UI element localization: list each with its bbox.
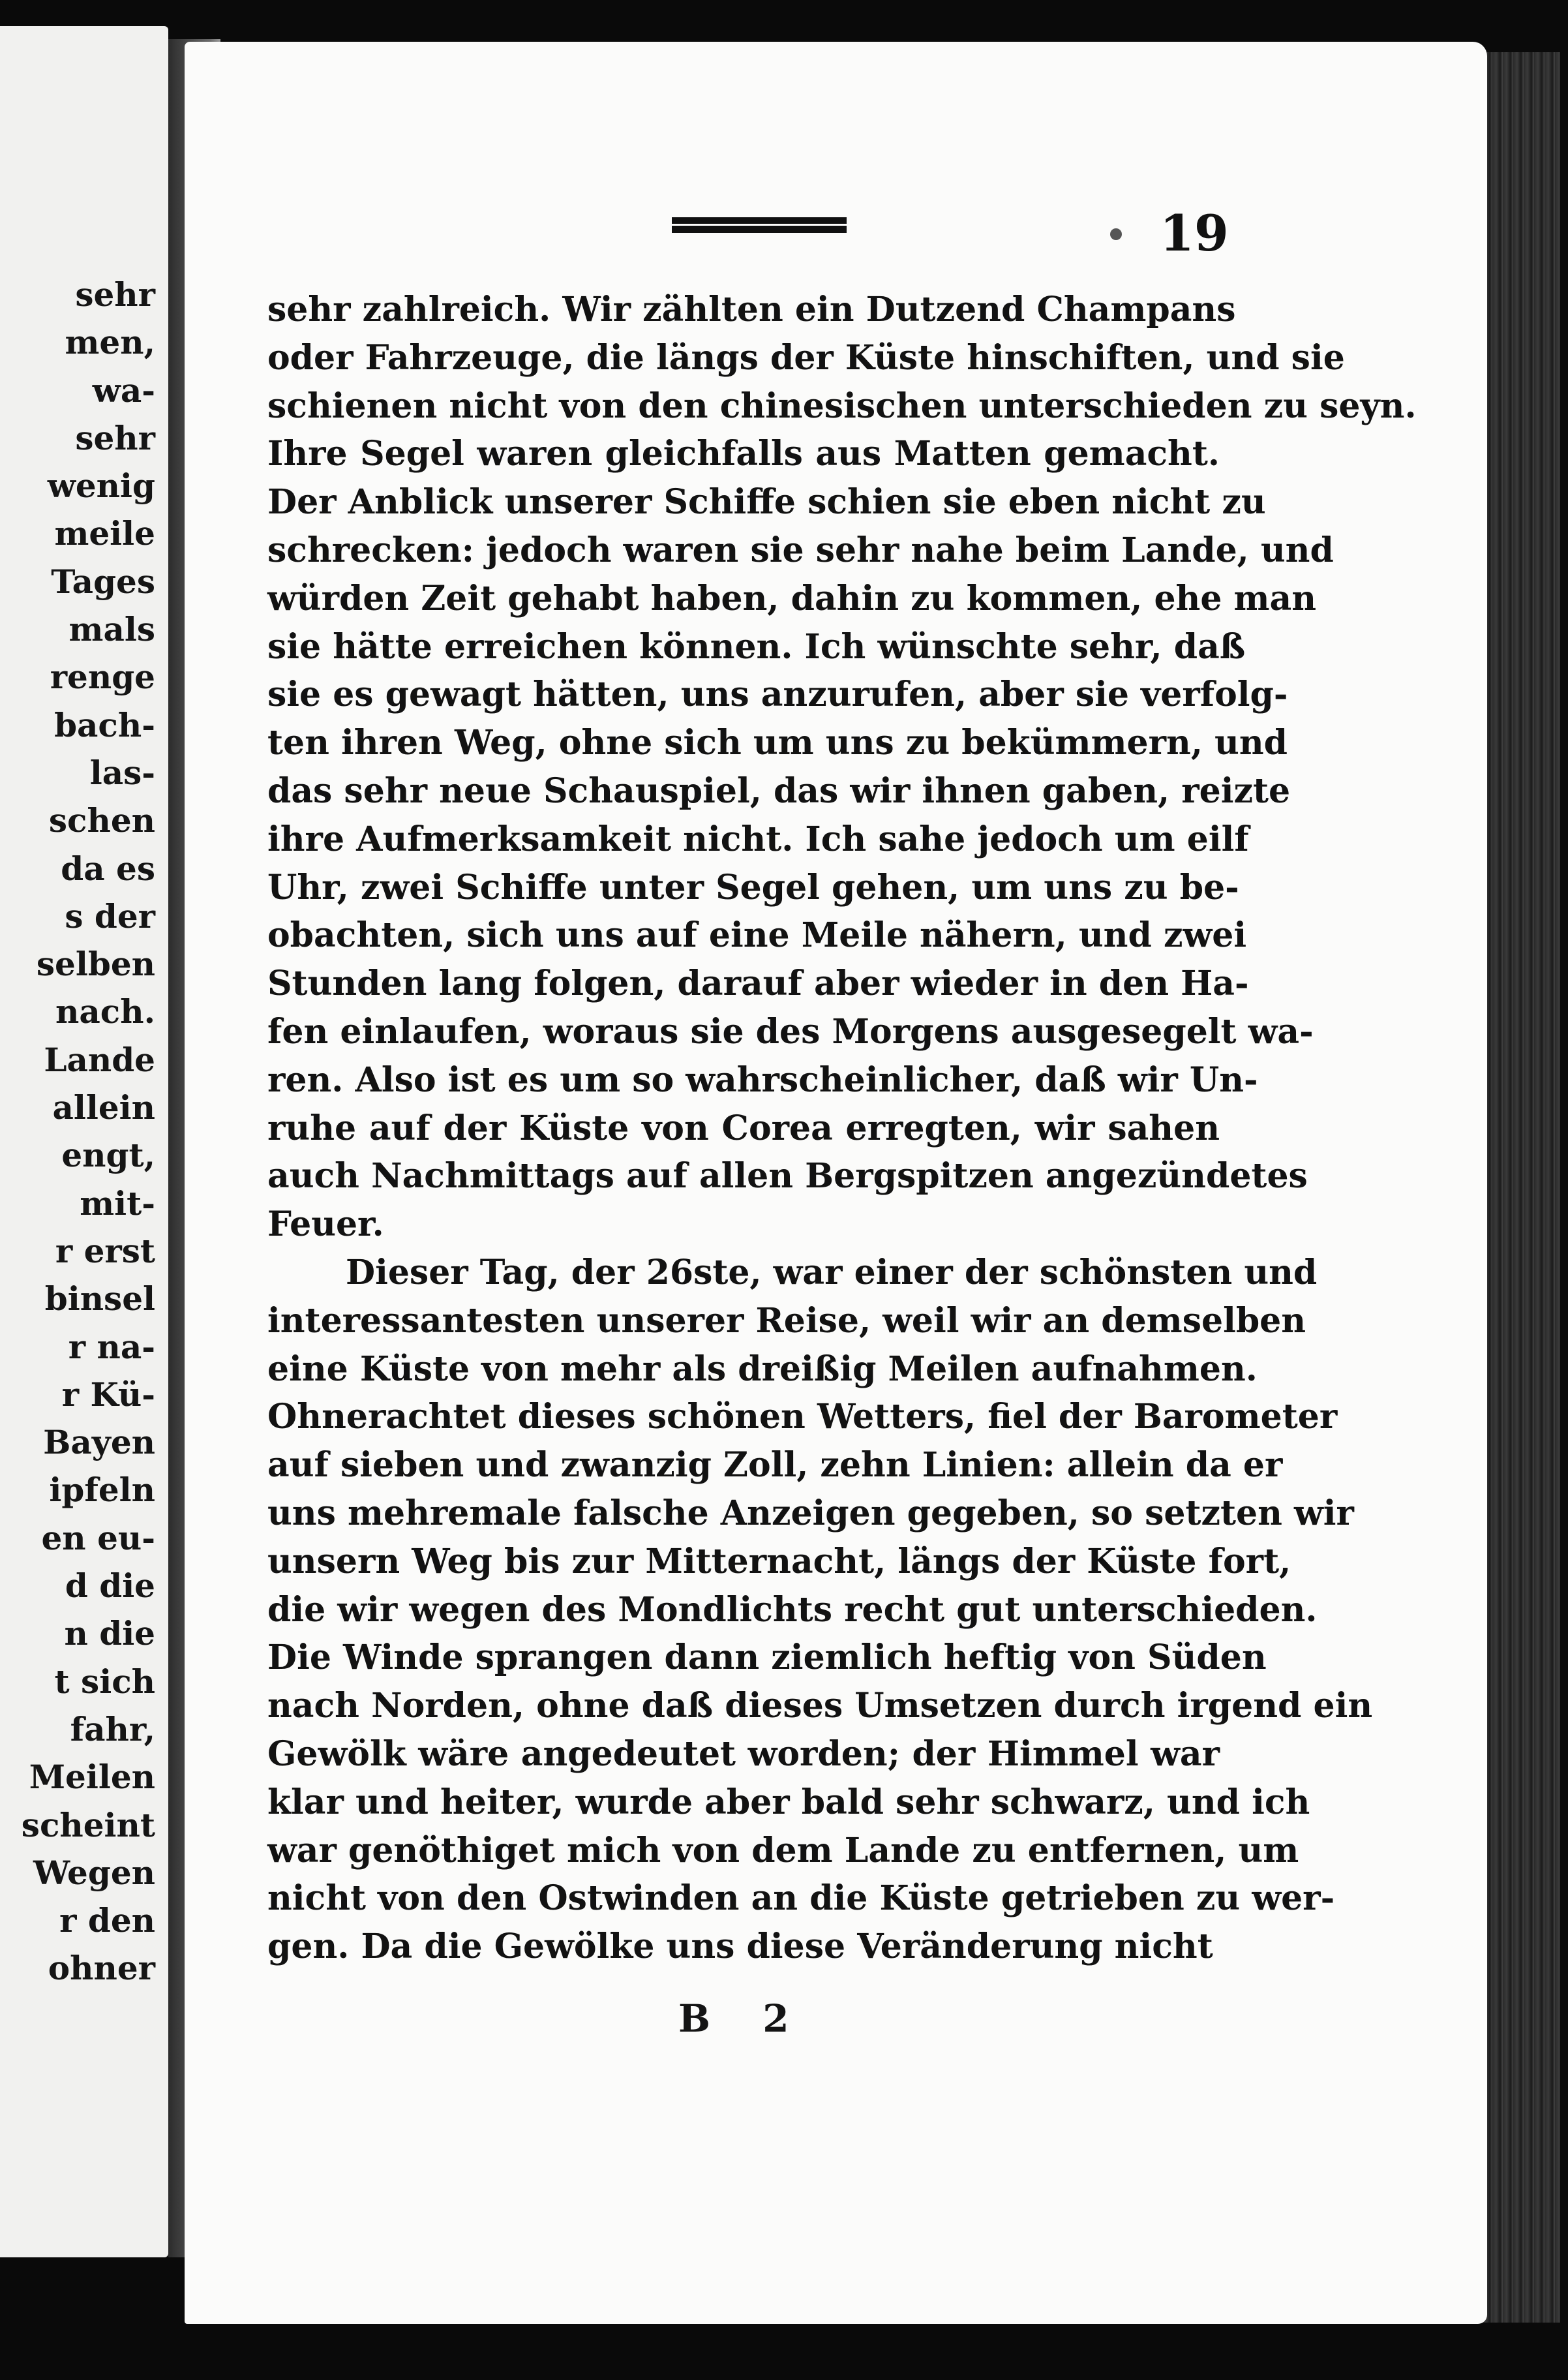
previous-page-line: mit- <box>80 1183 155 1223</box>
previous-page-line: meile <box>54 514 155 553</box>
previous-page-line: bach- <box>54 705 155 744</box>
previous-page-line: Meilen <box>29 1758 155 1797</box>
previous-page-line: n die <box>64 1614 155 1653</box>
ink-speck <box>1110 228 1122 240</box>
text-line: würden Zeit gehabt haben, dahin zu kommen, ehe man <box>267 578 1317 618</box>
previous-page-line: r erst <box>55 1231 155 1270</box>
previous-page-line: Bayen <box>43 1423 155 1462</box>
text-line: ren. Also ist es um so wahrscheinlicher, daß wir Un- <box>267 1060 1258 1100</box>
text-line: nach Norden, ohne daß dieses Umsetzen durch irgend ein <box>267 1686 1373 1726</box>
previous-page-line: Wegen <box>33 1853 155 1892</box>
text-line: unsern Weg bis zur Mitternacht, längs der Küste fort, <box>267 1541 1291 1581</box>
previous-page-line: renge <box>50 658 155 697</box>
text-line: Der Anblick unserer Schiffe schien sie eben nicht zu <box>267 482 1266 523</box>
text-line: nicht von den Ostwinden an die Küste getrieben zu wer- <box>267 1878 1335 1919</box>
previous-page-line: allein <box>52 1088 155 1127</box>
previous-page-line: ohner <box>48 1949 155 1988</box>
previous-page-line: las- <box>89 753 155 792</box>
previous-page-line: wenig <box>47 466 155 506</box>
previous-page-line: t sich <box>54 1662 155 1701</box>
text-line: sie es gewagt hätten, uns anzurufen, aber sie verfolg- <box>267 675 1288 715</box>
text-line: war genöthiget mich von dem Lande zu entfernen, um <box>267 1830 1299 1870</box>
previous-page-line: Tages <box>51 562 155 601</box>
previous-page <box>0 26 168 2257</box>
text-line: ruhe auf der Küste von Corea erregten, wir sahen <box>267 1108 1220 1148</box>
page-number: 19 <box>1160 204 1229 262</box>
text-line: auf sieben und zwanzig Zoll, zehn Linien: allein da er <box>267 1445 1283 1486</box>
printer-signature-mark: B 2 <box>678 1996 809 2041</box>
text-line: Stunden lang folgen, darauf aber wieder in den Ha- <box>267 964 1249 1004</box>
previous-page-line: scheint <box>21 1805 155 1844</box>
previous-page-line: r na- <box>68 1327 155 1366</box>
page-edges <box>1482 52 1560 2323</box>
text-line: Die Winde sprangen dann ziemlich heftig von Süden <box>267 1638 1267 1678</box>
previous-page-line: selben <box>36 945 155 984</box>
text-line: oder Fahrzeuge, die längs der Küste hinschiften, und sie <box>267 337 1345 378</box>
text-line: auch Nachmittags auf allen Bergspitzen angezündetes <box>267 1156 1308 1197</box>
text-line: schrecken: jedoch waren sie sehr nahe beim Lande, und <box>267 530 1334 570</box>
text-line: die wir wegen des Mondlichts recht gut unterschieden. <box>267 1589 1318 1630</box>
text-line: Dieser Tag, der 26ste, war einer der schönsten und <box>346 1252 1318 1292</box>
previous-page-line: schen <box>48 801 155 840</box>
previous-page-line: Lande <box>44 1040 155 1079</box>
text-line: fen einlaufen, woraus sie des Morgens ausgesegelt wa- <box>267 1011 1314 1052</box>
text-line: klar und heiter, wurde aber bald sehr schwarz, und ich <box>267 1782 1310 1822</box>
header-ornament-rule <box>672 217 847 233</box>
previous-page-line: nach. <box>55 992 155 1031</box>
text-line: uns mehremale falsche Anzeigen gegeben, so setzten wir <box>267 1493 1354 1533</box>
text-line: ihre Aufmerksamkeit nicht. Ich sahe jedoch um eilf <box>267 819 1249 859</box>
text-line: ten ihren Weg, ohne sich um uns zu bekümmern, und <box>267 723 1288 763</box>
text-line: Ihre Segel waren gleichfalls aus Matten gemacht. <box>267 434 1220 474</box>
text-line: gen. Da die Gewölke uns diese Veränderung nicht <box>267 1927 1213 1967</box>
previous-page-line: mals <box>68 610 155 649</box>
previous-page-line: sehr <box>75 418 155 457</box>
previous-page-line: sehr <box>75 275 155 314</box>
previous-page-line: ipfeln <box>49 1471 155 1510</box>
previous-page-line: wa- <box>92 371 155 410</box>
previous-page-line: r Kü- <box>61 1375 155 1414</box>
text-line: Gewölk wäre angedeutet worden; der Himmel war <box>267 1733 1220 1774</box>
previous-page-line: da es <box>61 849 155 888</box>
text-line: Uhr, zwei Schiffe unter Segel gehen, um uns zu be- <box>267 867 1239 908</box>
text-line: sehr zahlreich. Wir zählten ein Dutzend Champans <box>267 290 1236 329</box>
text-line: Feuer. <box>267 1204 384 1245</box>
previous-page-line: engt, <box>61 1136 155 1175</box>
previous-page-line: r den <box>59 1901 155 1940</box>
previous-page-line: fahr, <box>70 1709 155 1748</box>
text-line: Ohnerachtet dieses schönen Wetters, fiel der Barometer <box>267 1397 1338 1437</box>
text-line: sie hätte erreichen können. Ich wünschte sehr, daß <box>267 626 1246 667</box>
previous-page-line: binsel <box>44 1279 155 1319</box>
previous-page-line: d die <box>65 1566 155 1606</box>
text-line: obachten, sich uns auf eine Meile nähern, und zwei <box>267 915 1247 956</box>
text-line: eine Küste von mehr als dreißig Meilen aufnahmen. <box>267 1349 1258 1389</box>
paragraph <box>267 1249 1373 1971</box>
paragraph <box>267 286 1417 1249</box>
page-body-text <box>267 286 1417 1971</box>
previous-page-line: s der <box>65 896 155 936</box>
text-line: das sehr neue Schauspiel, das wir ihnen gaben, reizte <box>267 770 1291 811</box>
previous-page-line: men, <box>65 323 155 362</box>
text-line: schienen nicht von den chinesischen unterschieden zu seyn. <box>267 386 1417 426</box>
previous-page-line: en eu- <box>41 1518 155 1557</box>
previous-page-text <box>22 271 155 1992</box>
text-line: interessantesten unserer Reise, weil wir an demselben <box>267 1300 1306 1341</box>
